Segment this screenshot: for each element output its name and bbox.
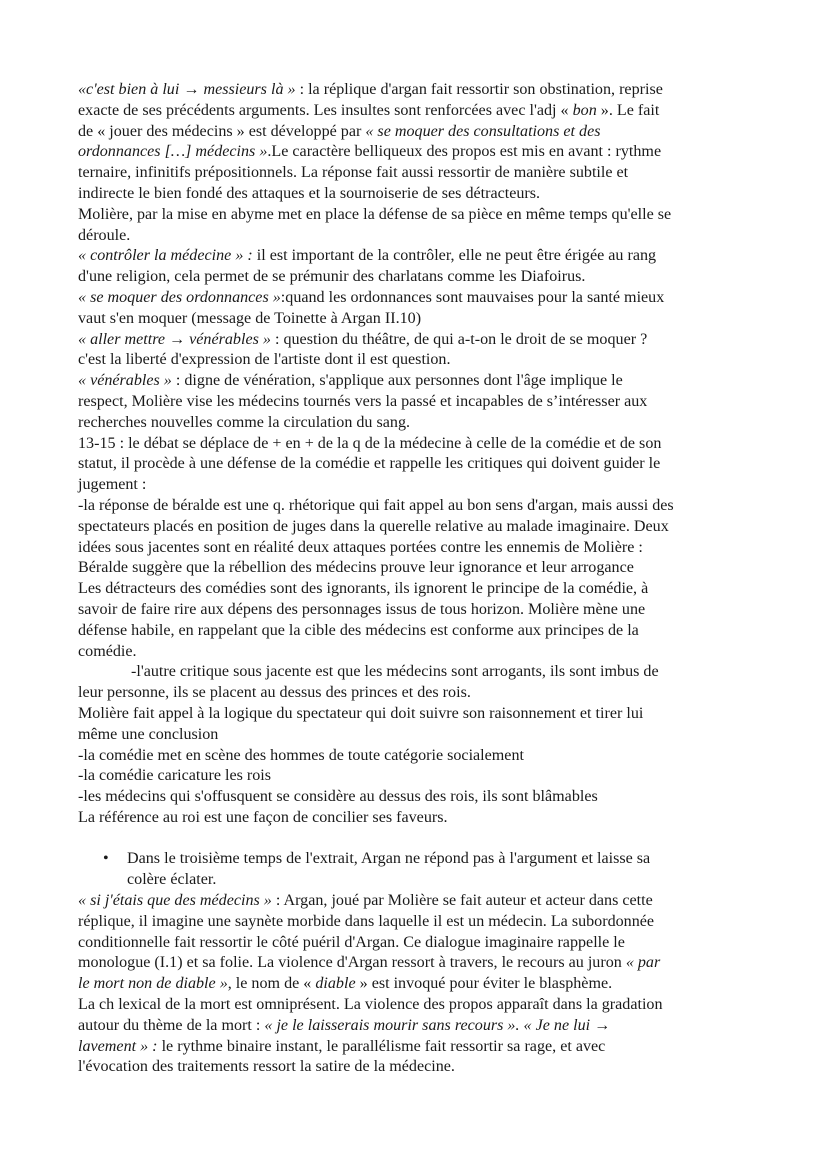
text-run: exacte de ses précédents arguments. Les insultes sont renforcées avec l'adj « [78,101,573,119]
text-line [78,475,758,496]
text-run: -l'autre critique sous jacente est que les médecins sont arrogants, ils sont imbus de [131,663,659,681]
text-run: conditionnelle fait ressortir le côté puéril d'Argan. Ce dialogue imaginaire rappelle le [78,933,625,951]
text-line [78,392,758,413]
text-run: :quand les ordonnances sont mauvaises pour la santé mieux [280,288,665,306]
text-line [78,787,758,808]
text-run: il est important de la contrôler, elle ne peut être érigée au rang [252,247,657,265]
text-run: monologue (I.1) et sa folie. La violence d'Argan ressort à travers, le recours au juron [78,954,626,972]
text-run: : question du théâtre, de qui a-t-on le droit de se moquer ? [270,330,648,348]
text-run: : digne de vénération, s'applique aux personnes dont l'âge implique le [171,372,623,390]
bullet-item [78,849,758,891]
text-line [78,101,758,122]
text-run: Molière, par la mise en abyme met en place la défense de sa pièce en même temps qu'elle se [78,205,672,223]
text-run: La ch lexical de la mort est omniprésent. La violence des propos apparaît dans la gradation [78,996,663,1014]
bullet-text-line [78,870,758,891]
text-line [78,600,758,621]
quoted-excerpt: « contrôler la médecine » : [78,247,253,265]
text-line [78,746,758,767]
text-line [78,704,758,725]
text-run: vaut s'en moquer (message de Toinette à Argan II.10) [78,309,422,327]
text-run: 13-15 : le débat se déplace de + en + de la q de la médecine à celle de la comédie et de son [78,434,662,452]
text-line [78,246,758,267]
bullet-text: Dans le troisième temps de l'extrait, Argan ne répond pas à l'argument et laisse sa [127,850,651,868]
quoted-excerpt: « se moquer des consultations et des [365,122,601,140]
text-line [78,434,758,455]
text-run: La référence au roi est une façon de concilier ses faveurs. [78,808,448,826]
text-run: l'évocation des traitements ressort la satire de la médecine. [78,1058,455,1076]
text-run: réplique, il imagine une saynète morbide dans laquelle il est un médecin. La subordonnée [78,912,655,930]
text-line [78,662,758,683]
text-line [78,933,758,954]
text-run: autour du thème de la mort : [78,1016,265,1034]
bullet-marker: • [103,850,109,868]
quoted-excerpt: « aller mettre → vénérables » [78,330,271,348]
text-line [78,330,758,351]
text-line [78,766,758,787]
text-line [78,953,758,974]
text-line [78,371,758,392]
text-line [78,808,758,829]
text-line [78,1057,758,1078]
text-run: Béralde suggère que la rébellion des médecins prouve leur ignorance et leur arrogance [78,559,634,577]
text-run: idées sous jacentes sont en réalité deux attaques portées contre les ennemis de Molière : [78,538,643,556]
quoted-excerpt: «c'est bien à lui → messieurs là » [78,81,296,98]
text-line [78,683,758,704]
text-line [78,80,758,101]
quoted-excerpt: « se moquer des ordonnances » [78,288,281,306]
document-page [78,80,758,1078]
text-run: spectateurs placés en position de juges dans la querelle relative au malade imaginaire. Deux [78,517,669,535]
quoted-excerpt: « vénérables » [78,372,172,390]
text-line [78,413,758,434]
text-line [78,267,758,288]
text-line [78,226,758,247]
text-run: de « jouer des médecins » est développé par [78,122,366,140]
text-line [78,1037,758,1058]
text-run: , le nom de « [227,975,316,993]
text-run: -la comédie caricature les rois [78,767,272,785]
text-run: » est invoqué pour éviter le blasphème. [355,975,613,993]
text-run: déroule. [78,226,131,244]
text-line [78,642,758,663]
text-run: : la réplique d'argan fait ressortir son obstination, reprise [295,81,663,98]
text-line [78,517,758,538]
text-run: leur personne, ils se placent au dessus des princes et des rois. [78,684,471,702]
text-line [78,496,758,517]
text-run: -la comédie met en scène des hommes de toute catégorie socialement [78,746,524,764]
quoted-excerpt: bon [572,101,597,119]
quoted-excerpt: « je le laisserais mourir sans recours ». « Je ne lui → [264,1016,611,1034]
analysis-text-block-2 [78,891,758,1078]
text-line [78,288,758,309]
text-run: : Argan, joué par Molière se fait auteur et acteur dans cette [271,892,653,910]
bullet-text: colère éclater. [127,871,217,889]
text-line [78,163,758,184]
bullet-text-line [78,849,758,870]
text-line [78,1016,758,1037]
text-run: d'une religion, cela permet de se prémunir des charlatans comme les Diafoirus. [78,268,586,286]
quoted-excerpt: diable [315,975,356,993]
text-line [78,122,758,143]
text-run: comédie. [78,642,137,660]
text-run: jugement : [78,476,147,494]
text-run: respect, Molière vise les médecins tournés vers la passé et incapables de s’intéresser aux [78,392,648,410]
quoted-excerpt: ordonnances […] médecins » [78,143,268,161]
text-line [78,579,758,600]
text-line [78,184,758,205]
text-run: ternaire, infinitifs prépositionnels. La réponse fait aussi ressortir de manière subtile et [78,164,629,182]
text-run: Les détracteurs des comédies sont des ignorants, ils ignorent le principe de la comédie, à [78,580,649,598]
quoted-excerpt: « par [625,954,661,972]
text-line [78,621,758,642]
text-run: statut, il procède à une défense de la comédie et rappelle les critiques qui doivent guider le [78,455,661,473]
quoted-excerpt: le mort non de diable » [78,975,228,993]
text-run: c'est la liberté d'expression de l'artiste dont il est question. [78,351,451,369]
text-line [78,725,758,746]
text-line [78,142,758,163]
text-run: recherches nouvelles comme la circulation du sang. [78,413,411,431]
text-line [78,912,758,933]
text-line [78,309,758,330]
text-line [78,891,758,912]
paragraph-gap [78,829,758,850]
text-line [78,538,758,559]
text-line [78,995,758,1016]
text-run: indirecte le bien fondé des attaques et la sournoiserie de ses détracteurs. [78,184,541,202]
text-run: -la réponse de béralde est une q. rhétorique qui fait appel au bon sens d'argan, mais aussi des [78,496,674,514]
text-run: .Le caractère belliqueux des propos est mis en avant : rythme [267,143,662,161]
quoted-excerpt: lavement » : [78,1037,158,1055]
text-line [78,205,758,226]
text-line [78,974,758,995]
text-run: Molière fait appel à la logique du spectateur qui doit suivre son raisonnement et tirer lui [78,704,644,722]
text-run: -les médecins qui s'offusquent se considère au dessus des rois, ils sont blâmables [78,788,598,806]
text-line [78,350,758,371]
text-run: savoir de faire rire aux dépens des personnages issus de tous horizon. Molière mène une [78,600,646,618]
text-run: même une conclusion [78,725,219,743]
quoted-excerpt: « si j'étais que des médecins » [78,892,272,910]
analysis-text-block [78,80,758,829]
text-run: défense habile, en rappelant que la cible des médecins est conforme aux principes de la [78,621,639,639]
text-line [78,454,758,475]
text-run: ». Le fait [596,101,660,119]
text-line [78,558,758,579]
text-run: le rythme binaire instant, le parallélisme fait ressortir sa rage, et avec [157,1037,606,1055]
